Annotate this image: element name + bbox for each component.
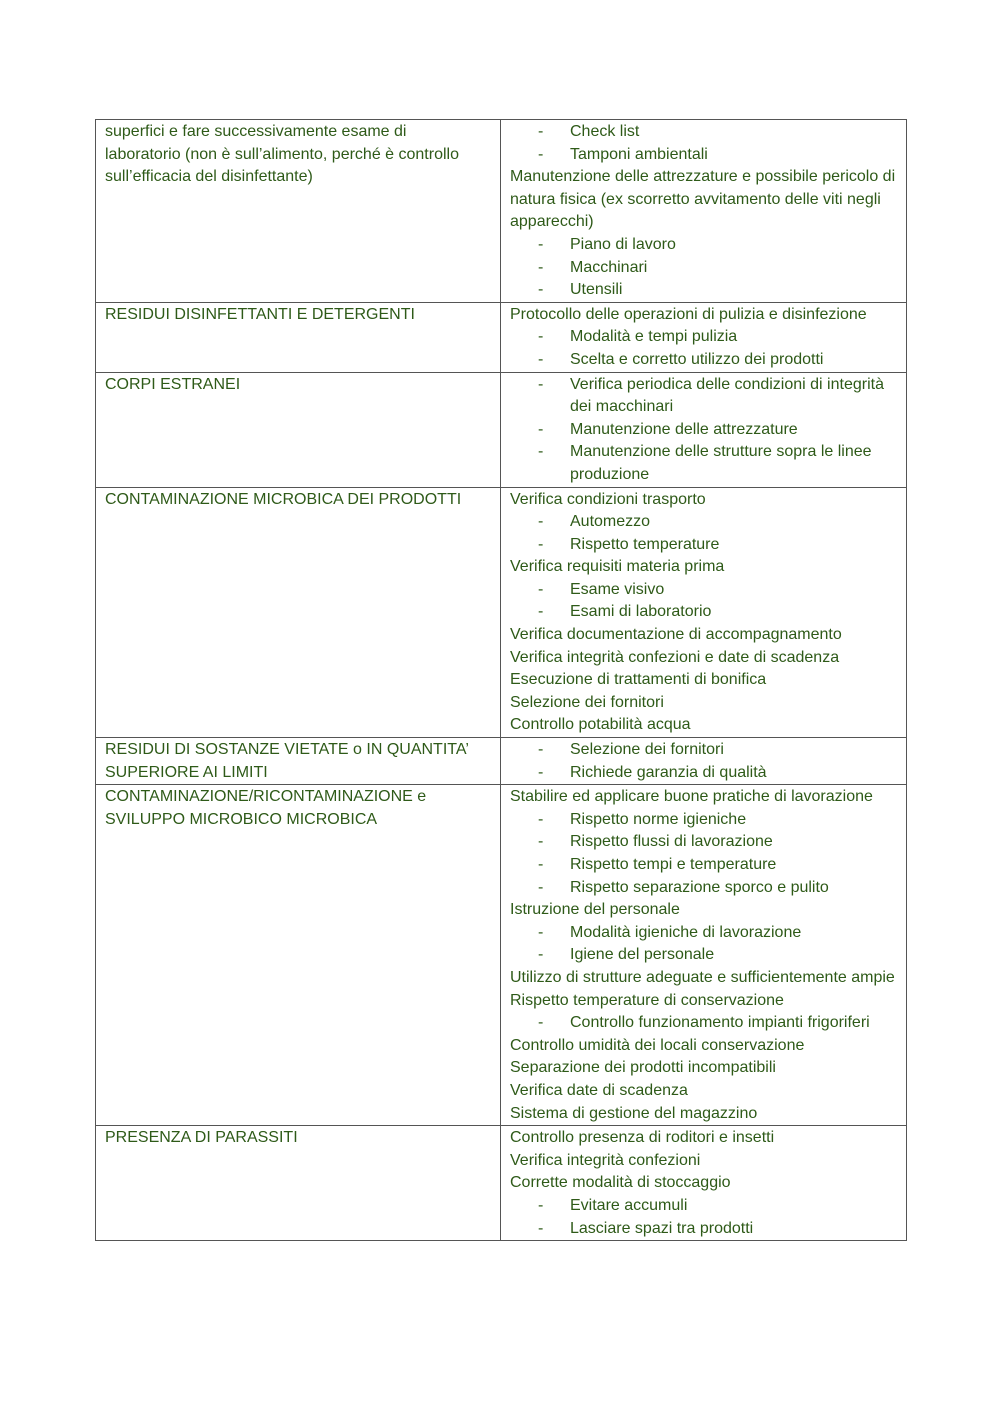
table-row [96, 738, 907, 785]
hazard-text: CORPI ESTRANEI [105, 375, 241, 393]
measure-heading: Corrette modalità di stoccaggio [510, 1174, 731, 1192]
measure-bullet-item [510, 534, 898, 557]
measure-heading: Verifica integrità confezioni e date di scadenza [510, 648, 840, 666]
measure-bullet-text: Utensili [570, 281, 623, 299]
measure-bullet-text: Rispetto flussi di lavorazione [570, 833, 773, 851]
measure-heading: Istruzione del personale [510, 901, 680, 919]
measure-bullet-text: Esame visivo [570, 580, 665, 598]
measure-heading: Controllo potabilità acqua [510, 716, 691, 734]
control-measures-cell [501, 302, 907, 372]
measure-bullet-text: Scelta e corretto utilizzo dei prodotti [570, 350, 824, 368]
measure-bullet-text: Lasciare spazi tra prodotti [570, 1219, 754, 1237]
measure-heading: Verifica integrità confezioni [510, 1151, 701, 1169]
hazard-text: CONTAMINAZIONE/RICONTAMINAZIONE e [105, 788, 427, 806]
measure-heading: Verifica requisiti materia prima [510, 558, 725, 576]
measure-bullet-text: Rispetto tempi e temperature [570, 856, 777, 873]
measure-heading: Manutenzione delle attrezzature e possibile pericolo di natura fisica (ex scorretto avvitamento delle viti negli apparecchi) [510, 168, 896, 231]
measure-heading: Selezione dei fornitori [510, 693, 664, 711]
dash-bullet-icon: - [538, 328, 544, 346]
dash-bullet-icon: - [538, 833, 544, 851]
hazard-cell [96, 785, 501, 1126]
dash-bullet-icon: - [538, 810, 544, 828]
dash-bullet-icon: - [538, 145, 544, 163]
measure-heading: Protocollo delle operazioni di pulizia e disinfezione [510, 305, 867, 323]
hazard-text: SVILUPPO MICROBICO MICROBICA [105, 810, 378, 828]
dash-bullet-icon: - [538, 923, 544, 941]
measure-bullet-item [510, 511, 898, 534]
measure-heading: Verifica condizioni trasporto [510, 490, 706, 508]
measure-bullet-item [510, 854, 898, 877]
measure-heading: Separazione dei prodotti incompatibili [510, 1059, 776, 1077]
hazard-text: PRESENZA DI PARASSITI [105, 1129, 298, 1147]
dash-bullet-icon: - [538, 946, 544, 964]
dash-bullet-icon: - [538, 443, 544, 461]
measure-heading: Utilizzo di strutture adeguate e sufficientemente ampie [510, 968, 895, 986]
measure-bullet-text: Manutenzione delle attrezzature [570, 420, 798, 438]
hazard-cell [96, 302, 501, 372]
measure-bullet-item [510, 374, 898, 419]
hazard-cell [96, 120, 501, 303]
measure-bullet-item [510, 326, 898, 349]
measure-bullet-text: Rispetto norme igieniche [570, 810, 747, 828]
dash-bullet-icon: - [538, 281, 544, 299]
hazard-text: superfici e fare successivamente esame di [105, 123, 407, 140]
measure-bullet-item [510, 419, 898, 442]
dash-bullet-icon: - [538, 1196, 544, 1214]
measure-bullet-item [510, 144, 898, 167]
table-row [96, 1126, 907, 1241]
hazard-cell [96, 487, 501, 738]
dash-bullet-icon: - [538, 123, 544, 140]
control-measures-cell [501, 1126, 907, 1241]
measure-bullet-text: Richiede garanzia di qualità [570, 763, 767, 781]
hazard-text: RESIDUI DI SOSTANZE VIETATE o IN QUANTITA’ [105, 741, 469, 759]
hazard-text: sull’efficacia del disinfettante) [105, 168, 313, 186]
hazard-text: RESIDUI DISINFETTANTI E DETERGENTI [105, 305, 415, 323]
measure-bullet-item [510, 877, 898, 900]
measure-bullet-text: Piano di lavoro [570, 235, 676, 253]
hazard-cell [96, 1126, 501, 1241]
measure-bullet-item [510, 441, 898, 486]
hazard-text: CONTAMINAZIONE MICROBICA DEI PRODOTTI [105, 490, 462, 508]
hazard-cell [96, 372, 501, 487]
dash-bullet-icon: - [538, 420, 544, 438]
table-row [96, 120, 907, 303]
table-row [96, 372, 907, 487]
dash-bullet-icon: - [538, 350, 544, 368]
measure-heading: Esecuzione di trattamenti di bonifica [510, 671, 767, 689]
measure-bullet-text: Igiene del personale [570, 946, 715, 964]
measure-heading: Verifica date di scadenza [510, 1081, 688, 1099]
measure-bullet-item [510, 1195, 898, 1218]
dash-bullet-icon: - [538, 856, 544, 873]
hazard-text: laboratorio (non è sull’alimento, perché è controllo [105, 145, 459, 163]
measure-bullet-item [510, 944, 898, 967]
measure-bullet-item [510, 739, 898, 762]
measure-bullet-text: Controllo funzionamento impianti frigoriferi [570, 1014, 870, 1032]
table-row [96, 302, 907, 372]
measure-bullet-item [510, 762, 898, 785]
dash-bullet-icon: - [538, 375, 544, 393]
measure-bullet-text: Esami di laboratorio [570, 603, 712, 621]
dash-bullet-icon: - [538, 741, 544, 759]
measure-bullet-item [510, 349, 898, 372]
measure-bullet-item [510, 234, 898, 257]
control-measures-cell [501, 785, 907, 1126]
measure-bullet-text: Macchinari [570, 258, 648, 276]
hazard-control-table [95, 119, 907, 1241]
control-measures-cell [501, 487, 907, 738]
measure-bullet-item [510, 601, 898, 624]
measure-bullet-text: Rispetto temperature [570, 535, 720, 553]
control-measures-cell [501, 738, 907, 785]
measure-bullet-text: Evitare accumuli [570, 1196, 688, 1214]
measure-bullet-text: Tamponi ambientali [570, 145, 708, 163]
measure-bullet-text: Verifica periodica delle condizioni di integrità dei macchinari [570, 375, 884, 416]
measure-bullet-item [510, 579, 898, 602]
measure-bullet-item [510, 1218, 898, 1241]
measure-bullet-text: Modalità e tempi pulizia [570, 328, 738, 346]
measure-bullet-item [510, 922, 898, 945]
dash-bullet-icon: - [538, 1219, 544, 1237]
measure-heading: Controllo presenza di roditori e insetti [510, 1129, 775, 1147]
dash-bullet-icon: - [538, 878, 544, 896]
control-measures-cell [501, 372, 907, 487]
dash-bullet-icon: - [538, 258, 544, 276]
control-measures-cell [501, 120, 907, 303]
measure-bullet-text: Check list [570, 123, 640, 140]
hazard-cell [96, 738, 501, 785]
dash-bullet-icon: - [538, 235, 544, 253]
measure-bullet-text: Rispetto separazione sporco e pulito [570, 878, 829, 896]
measure-heading: Controllo umidità dei locali conservazione [510, 1036, 805, 1054]
table-body [96, 120, 907, 1241]
measure-bullet-text: Automezzo [570, 513, 651, 531]
measure-bullet-item [510, 257, 898, 280]
hazard-text: SUPERIORE AI LIMITI [105, 763, 268, 781]
measure-bullet-item [510, 831, 898, 854]
dash-bullet-icon: - [538, 580, 544, 598]
measure-bullet-text: Modalità igieniche di lavorazione [570, 923, 802, 941]
dash-bullet-icon: - [538, 513, 544, 531]
measure-bullet-text: Manutenzione delle strutture sopra le linee produzione [570, 443, 872, 483]
measure-heading: Stabilire ed applicare buone pratiche di lavorazione [510, 788, 873, 806]
measure-bullet-text: Selezione dei fornitori [570, 741, 724, 759]
measure-bullet-item [510, 809, 898, 832]
measure-bullet-item [510, 121, 898, 144]
table-row [96, 487, 907, 738]
measure-heading: Rispetto temperature di conservazione [510, 991, 784, 1009]
measure-bullet-item [510, 279, 898, 302]
dash-bullet-icon: - [538, 1014, 544, 1032]
measure-heading: Verifica documentazione di accompagnamento [510, 626, 842, 644]
measure-heading: Sistema di gestione del magazzino [510, 1104, 758, 1122]
dash-bullet-icon: - [538, 763, 544, 781]
measure-bullet-item [510, 1012, 898, 1035]
dash-bullet-icon: - [538, 603, 544, 621]
table-row [96, 785, 907, 1126]
dash-bullet-icon: - [538, 535, 544, 553]
